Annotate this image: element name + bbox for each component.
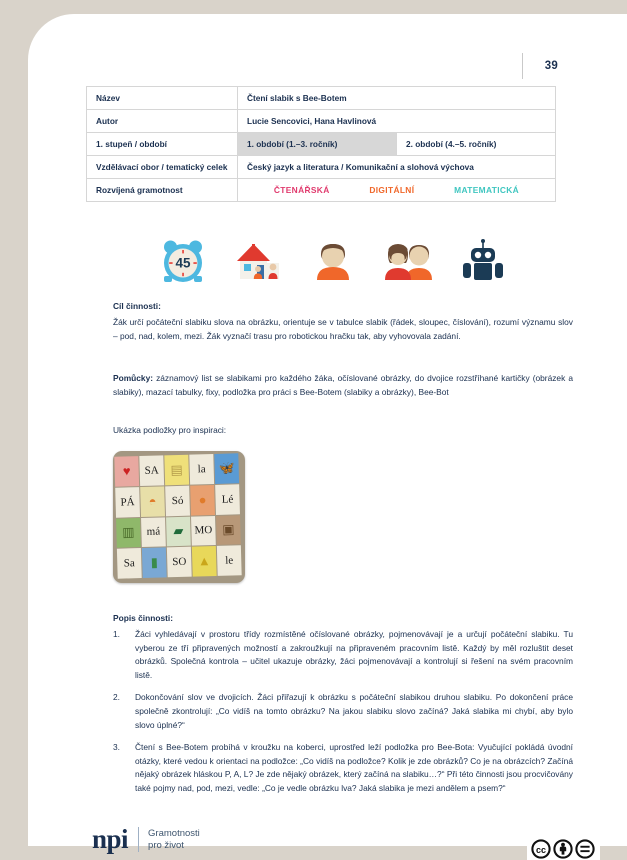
activity-icon-strip xyxy=(158,236,508,286)
mat-cell-2-1: PÁ xyxy=(115,487,140,517)
header-divider xyxy=(522,53,523,79)
pomucky-text: záznamový list se slabikami pro každého žáka, očíslované obrázky, do dvojice rozstříhané kartičky (obrázek a slabiky), mazací tabulky, fixy, podložka pro práci s Bee-Botem (slabiky a obrázky), Bee-Bot xyxy=(113,373,573,397)
row-value-autor: Lucie Sencovici, Hana Havlinová xyxy=(238,110,556,133)
mat-cell-4-5: le xyxy=(217,546,242,576)
table-row-stupen xyxy=(87,133,556,156)
mat-cell-4-2: ▮ xyxy=(142,548,167,578)
table-row-autor xyxy=(87,110,556,133)
step-number: 3. xyxy=(113,742,120,753)
activity-step xyxy=(113,741,573,795)
period-option-unselected[interactable]: 2. období (4.–5. ročník) xyxy=(397,133,556,156)
logo-subtitle xyxy=(148,828,200,852)
table-row-obor xyxy=(87,156,556,179)
mat-cell-1-1: ♥ xyxy=(114,456,139,486)
row-label-stupen: 1. stupeň / období xyxy=(87,133,238,156)
mat-cell-4-3: SO xyxy=(167,547,192,577)
logo-subtitle-line1: Gramotnosti xyxy=(148,827,200,839)
row-value-nazev: Čtení slabik s Bee-Botem xyxy=(238,87,556,110)
mat-cell-2-3: Só xyxy=(165,485,190,515)
school-house-icon xyxy=(233,236,283,286)
cil-text: Žák určí počáteční slabiku slova na obrázku, orientuje se v tabulce slabik (řádek, sloupec, číslování), rozumí významu slov – pod, nad, kolem, mezi. Žák vyznačí trasu pro robotickou hračku tak, aby vyhovovala zadání. xyxy=(113,317,573,341)
pomucky-paragraph xyxy=(113,372,573,399)
alarm-clock-45-icon xyxy=(158,236,208,286)
bee-bot-mat-photo xyxy=(113,451,245,583)
logo-divider xyxy=(138,827,139,852)
activity-step xyxy=(113,628,573,682)
mat-cell-2-5: Lé xyxy=(215,484,240,514)
row-value-obor: Český jazyk a literatura / Komunikační a slohová výchova xyxy=(238,156,556,179)
row-value-gramotnost xyxy=(238,179,556,202)
pomucky-label: Pomůcky: xyxy=(113,373,154,383)
mat-cell-1-3: ▤ xyxy=(164,455,189,485)
npi-logo xyxy=(92,826,200,853)
cc-mark: cc xyxy=(535,845,547,856)
page-header xyxy=(522,53,558,79)
step-number: 1. xyxy=(113,629,120,639)
activity-step xyxy=(113,691,573,732)
activity-steps-list xyxy=(113,628,573,805)
period-option-selected[interactable]: 1. období (1.–3. ročník) xyxy=(238,133,397,156)
cil-heading: Cíl činnosti: xyxy=(113,301,161,311)
gramotnost-list xyxy=(238,179,555,201)
robot-icon xyxy=(458,236,508,286)
mat-cell-4-1: Sa xyxy=(117,548,142,578)
table-row-gramotnost xyxy=(87,179,556,202)
mat-cell-1-4: la xyxy=(189,454,214,484)
mat-cell-1-5: 🦋 xyxy=(214,453,239,483)
mat-cell-3-5: ▣ xyxy=(216,515,241,545)
mat-cell-2-4: ● xyxy=(190,485,215,515)
mat-cell-2-2: ◓ xyxy=(140,486,165,516)
row-label-autor: Autor xyxy=(87,110,238,133)
gramotnost-digitalni: DIGITÁLNÍ xyxy=(369,185,415,196)
step-text: Čtení s Bee-Botem probíhá v kroužku na koberci, uprostřed leží podložka pro Bee-Bota: Vyučující pokládá úvodní otázky, které vedou k orientaci na podložce: „Co vidíš na podložce? Kolik je zde obrázků? Co je na obrázcích? Začíná nějaký obrázek hláskou P, A, L? Je zde nějaký obrázek, který začíná na slabiku…?“ Při této činnosti jsou procvičovány také pojmy nad, pod, mezi, vedle: „Co je vedle obrázku lva? Jaká slabika je mezi andělem a psem?“ xyxy=(135,742,573,794)
creative-commons-badge[interactable] xyxy=(527,838,600,860)
two-people-icon xyxy=(383,236,433,286)
mat-cell-4-4: ▲ xyxy=(192,546,217,576)
row-label-gramotnost: Rozvíjená gramotnost xyxy=(87,179,238,202)
mat-cell-1-2: SA xyxy=(139,455,164,485)
logo-subtitle-line2: pro život xyxy=(148,839,184,851)
mat-cell-3-3: ▰ xyxy=(166,516,191,546)
gramotnost-matematicka: MATEMATICKÁ xyxy=(454,185,520,196)
row-label-obor: Vzdělávací obor / tematický celek xyxy=(87,156,238,179)
gramotnost-ctenarska: ČTENÁŘSKÁ xyxy=(273,185,330,196)
page-number: 39 xyxy=(544,60,558,72)
alarm-clock-value: 45 xyxy=(175,255,191,271)
npi-wordmark: npi xyxy=(92,824,129,854)
step-number: 2. xyxy=(113,692,120,703)
step-text: Dokončování slov ve dvojicích. Žáci přiřazují k obrázku s počáteční slabikou druhou slabiku. Po dokončení práce společně zkontrolují: „Co vidíš na tomto obrázku? Na jakou slabiku slovo začíná? Jaká slabika mi chybí, aby bylo slovo úplné?“ xyxy=(135,692,573,730)
row-label-nazev: Název xyxy=(87,87,238,110)
mat-cell-3-1: ▥ xyxy=(116,518,141,548)
single-person-icon xyxy=(308,236,358,286)
popis-heading: Popis činnosti: xyxy=(113,613,174,623)
table-row-nazev xyxy=(87,87,556,110)
activity-info-table xyxy=(86,86,556,202)
ukazka-caption: Ukázka podložky pro inspiraci: xyxy=(113,425,227,435)
document-page xyxy=(28,14,627,856)
step-text: Žáci vyhledávají v prostoru třídy rozmístěné očíslované obrázky, pojmenovávají je a určují počáteční slabiku. Tu vyberou ze tří připravených možností a zakroužkují na připraveném pracovním listě. Každý by měl rozluštit deset obrázků. Společná kontrola – učitel ukazuje obrázky, žáci pojmenovávají a kontrolují si řešení na svém pracovním listě. xyxy=(135,629,573,680)
mat-cell-3-2: má xyxy=(141,517,166,547)
mat-grid xyxy=(114,453,241,578)
mat-cell-3-4: MO xyxy=(191,515,216,545)
